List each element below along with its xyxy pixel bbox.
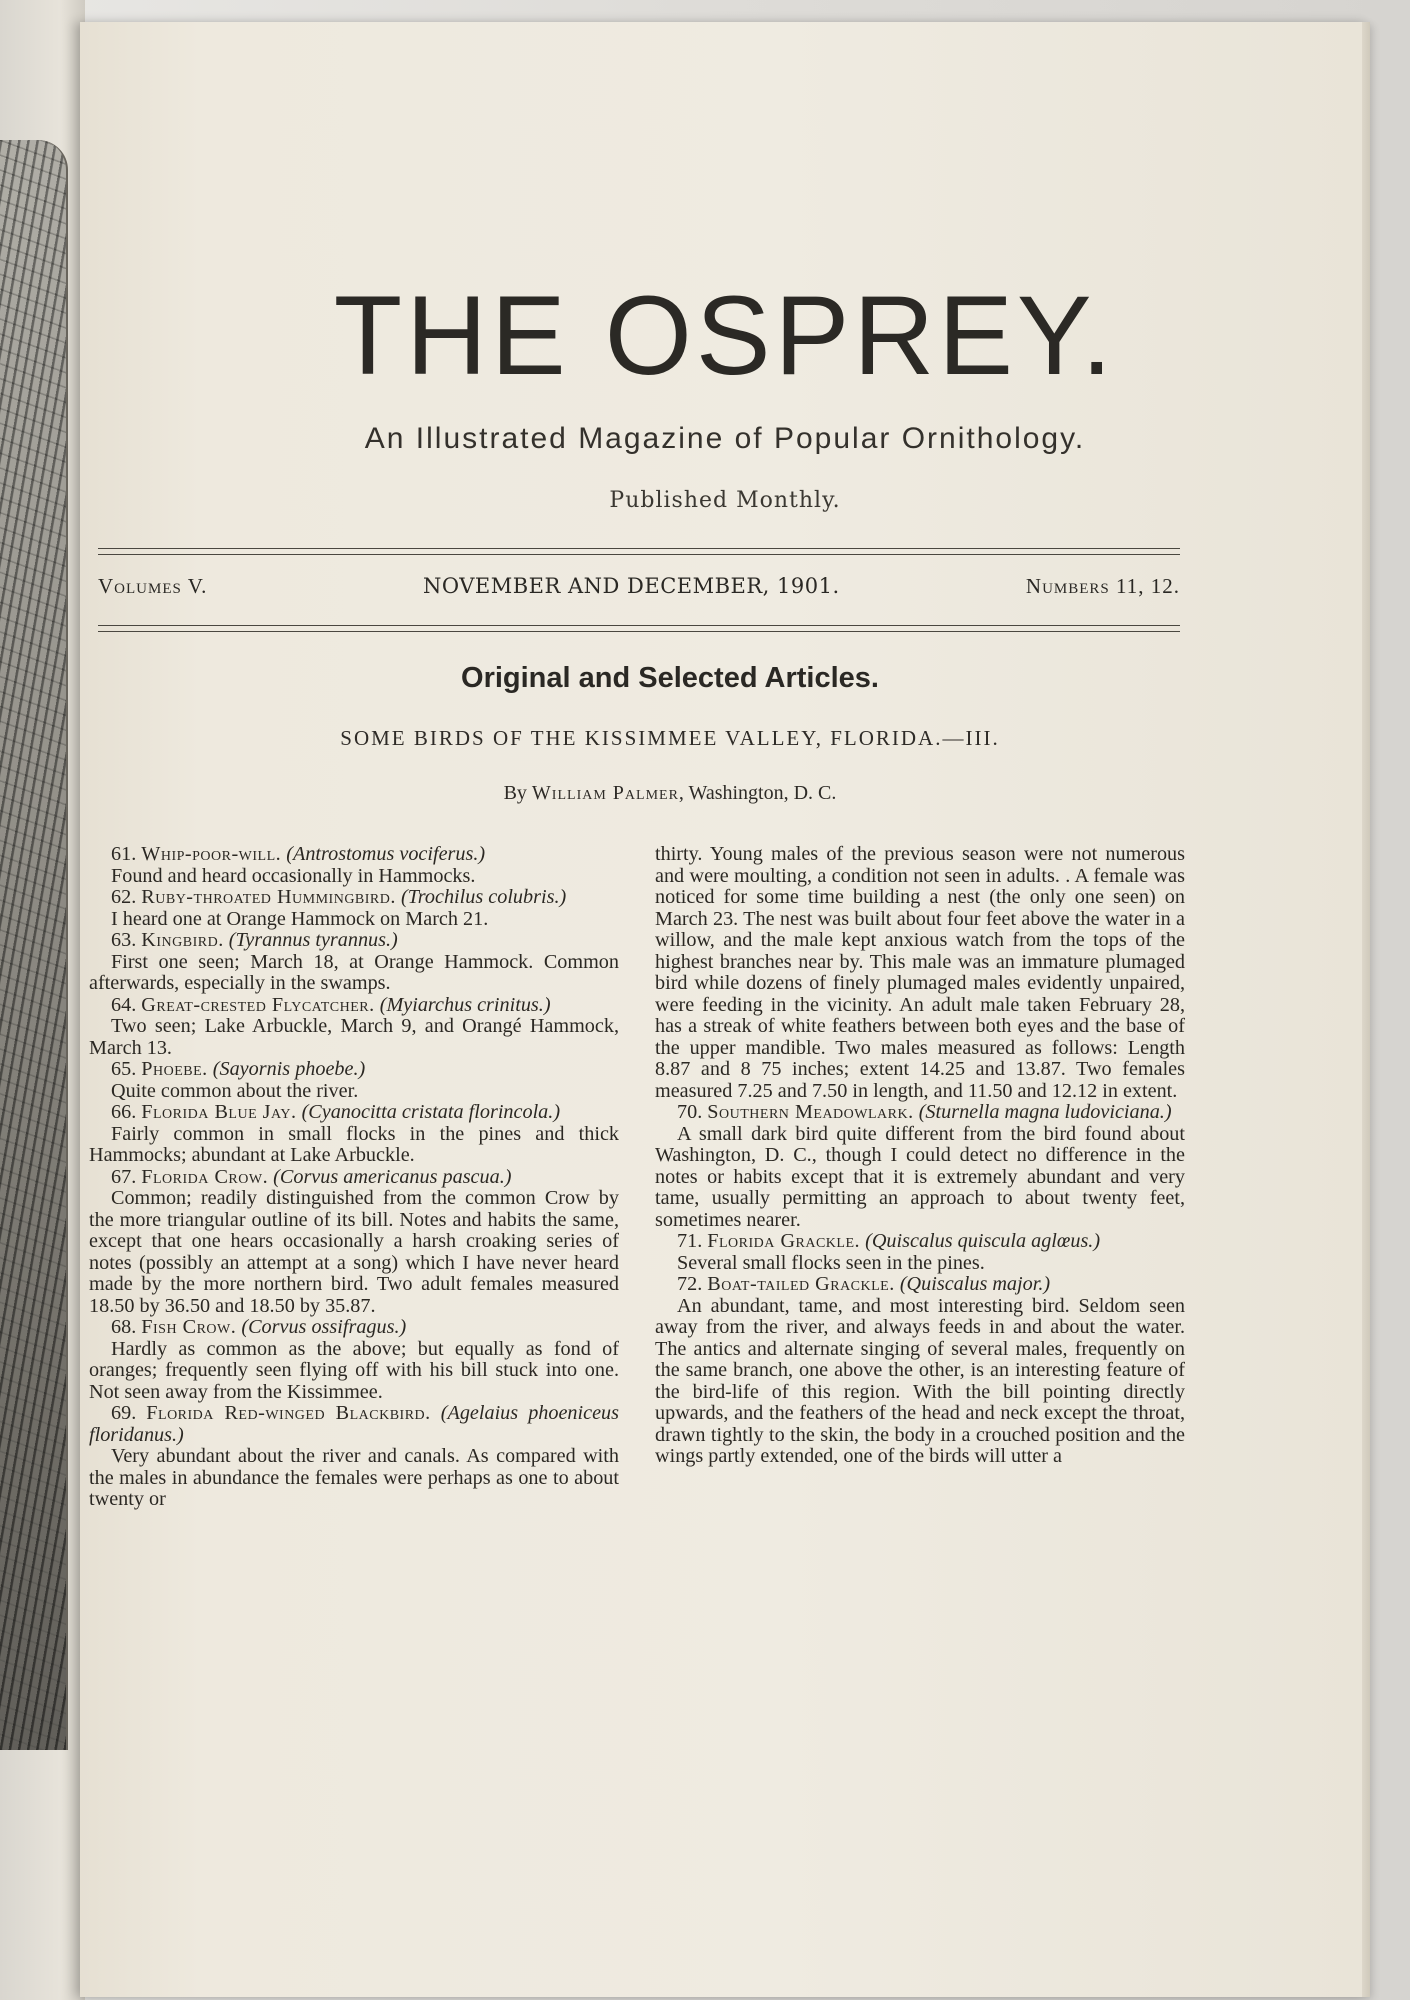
byline-prefix: By	[503, 782, 527, 804]
species-name: Florida Grackle.	[707, 1230, 861, 1252]
bottom-rule-1	[98, 625, 1180, 626]
species-name: Phoebe.	[141, 1058, 208, 1080]
list-item: 67. Florida Crow. (Corvus americanus pascua.)	[111, 1165, 512, 1188]
masthead-title: THE OSPREY.	[333, 273, 1117, 398]
top-rule-1	[98, 548, 1180, 549]
list-item: 65. Phoebe. (Sayornis phoebe.)	[111, 1058, 366, 1080]
text-column-left	[89, 844, 619, 1511]
list-item: 69. Florida Red-winged Blackbird. (Agelaius phoeniceus floridanus.)	[89, 1402, 620, 1446]
species-name: Great-crested Flycatcher.	[141, 993, 375, 1016]
species-name: Florida Crow.	[141, 1165, 269, 1188]
volume-label: Volumes V.	[98, 574, 208, 598]
byline-author: William Palmer	[531, 782, 679, 804]
list-item: 71. Florida Grackle. (Quiscalus quiscula aglœus.)	[677, 1230, 1101, 1252]
species-note: Found and heard occasionally in Hammocks.	[111, 864, 476, 887]
list-item: 70. Southern Meadowlark. (Sturnella magna ludoviciana.)	[677, 1101, 1172, 1123]
species-name: Ruby-throated Hummingbird.	[141, 886, 396, 908]
text-column-right	[655, 844, 1185, 1468]
species-note: A small dark bird quite different from the bird found about Washington, D. C., though I could detect no difference in the notes or habits except that it is extremely abundant and very tame, usually permitting an approach to about twenty feet, sometimes nearer.	[655, 1122, 1185, 1231]
species-name: Florida Blue Jay.	[141, 1101, 297, 1123]
scientific-name: (Corvus americanus pascua.)	[273, 1165, 512, 1188]
list-item: 63. Kingbird. (Tyrannus tyrannus.)	[111, 929, 398, 951]
scientific-name: (Quiscalus major.)	[899, 1273, 1051, 1295]
magazine-page	[80, 22, 1370, 1997]
scientific-name: (Sturnella magna ludoviciana.)	[918, 1101, 1172, 1123]
species-name: Boat-tailed Grackle.	[707, 1273, 895, 1295]
species-note: First one seen; March 18, at Orange Hammock. Common afterwards, especially in the swamps.	[89, 950, 619, 994]
byline-place: , Washington, D. C.	[678, 782, 837, 804]
species-note-continued: Very abundant about the river and canals. As compared with the males in abundance the females were perhaps as one to about twenty or	[89, 1445, 619, 1510]
issue-date: NOVEMBER AND DECEMBER, 1901.	[423, 574, 840, 598]
species-note: I heard one at Orange Hammock on March 21.	[111, 907, 489, 930]
scientific-name: (Trochilus colubris.)	[400, 886, 567, 908]
species-name: Fish Crow.	[141, 1316, 237, 1338]
scientific-name: (Myiarchus crinitus.)	[379, 993, 551, 1016]
list-item: 68. Fish Crow. (Corvus ossifragus.)	[111, 1316, 407, 1338]
list-item: 64. Great-crested Flycatcher. (Myiarchus crinitus.)	[111, 993, 551, 1016]
scientific-name: (Corvus ossifragus.)	[241, 1316, 407, 1338]
species-note-continuation: thirty. Young males of the previous season were not numerous and were moulting, a condition not seen in adults. . A female was noticed for some time building a nest (the only one seen) on March 23. The nest was built about four feet above the water in a willow, and the male kept anxious watch from the tops of the highest branches near by. This male was an immature plumaged bird while dozens of finely plumaged males evidently unpaired, were feeding in the vicinity. An adult male taken February 28, has a streak of white feathers between both eyes and the base of the upper mandible. Two males measured as follows: Length 8.87 and 8 75 inches; extent 14.25 and 13.87. Two females measured 7.25 and 7.50 in length, and 11.50 and 12.12 in extent.	[655, 843, 1185, 1102]
species-note: Common; readily distinguished from the common Crow by the more triangular outline of its bill. Notes and habits the same, except that one hears occasionally a harsh croaking series of notes (possibly an attempt at a song) which I have never heard made by the more northern bird. Two adult females measured 18.50 by 36.50 and 18.50 by 35.87.	[89, 1187, 619, 1317]
list-item: 72. Boat-tailed Grackle. (Quiscalus major.)	[677, 1273, 1051, 1295]
article-byline	[80, 782, 1260, 805]
scientific-name: (Agelaius phoeniceus floridanus.)	[89, 1402, 620, 1446]
species-note: Fairly common in small flocks in the pines and thick Hammocks; abundant at Lake Arbuckle.	[89, 1122, 619, 1166]
species-name: Kingbird.	[141, 929, 224, 951]
species-name: Whip-poor-will.	[141, 843, 282, 865]
top-rule-2	[98, 554, 1180, 555]
species-note: Quite common about the river.	[111, 1079, 359, 1102]
scientific-name: (Sayornis phoebe.)	[212, 1058, 366, 1080]
species-name: Southern Meadowlark.	[707, 1101, 914, 1123]
issue-numbers: Numbers 11, 12.	[1025, 574, 1180, 598]
species-note: Two seen; Lake Arbuckle, March 9, and Orangé Hammock, March 13.	[89, 1015, 619, 1059]
list-item: 66. Florida Blue Jay. (Cyanocitta cristata florincola.)	[111, 1101, 561, 1123]
bottom-rule-2	[98, 631, 1180, 632]
scientific-name: (Cyanocitta cristata florincola.)	[301, 1101, 561, 1123]
species-note: An abundant, tame, and most interesting bird. Seldom seen away from the river, and always feeds in and about the water. The antics and alternate singing of several males, frequently on the same branch, one above the other, is an interesting feature of the bird-life of this region. With the bill pointing directly upwards, and the feathers of the head and neck except the throat, drawn tightly to the skin, the body in a crouched position and the wings partly extended, one of the birds will utter a	[655, 1294, 1185, 1467]
species-note: Several small flocks seen in the pines.	[677, 1251, 985, 1274]
species-name: Florida Red-winged Blackbird.	[146, 1402, 431, 1424]
scientific-name: (Tyrannus tyrannus.)	[228, 929, 398, 951]
species-note: Hardly as common as the above; but equally as fond of oranges; frequently seen flying off with his bill stuck into one. Not seen away from the Kissimmee.	[89, 1337, 619, 1403]
scientific-name: (Antrostomus vociferus.)	[286, 843, 486, 865]
article-title: SOME BIRDS OF THE KISSIMMEE VALLEY, FLORIDA.—III.	[340, 726, 1000, 750]
facing-page-photograph	[0, 140, 68, 1750]
scientific-name: (Quiscalus quiscula aglœus.)	[865, 1230, 1101, 1252]
list-item: 62. Ruby-throated Hummingbird. (Trochilus colubris.)	[111, 886, 567, 908]
publication-frequency: Published Monthly.	[609, 488, 841, 513]
list-item: 61. Whip-poor-will. (Antrostomus vociferus.)	[111, 843, 486, 865]
section-heading: Original and Selected Articles.	[461, 662, 879, 694]
masthead-subtitle: An Illustrated Magazine of Popular Ornithology.	[364, 422, 1086, 455]
issue-info-row	[98, 574, 1180, 614]
